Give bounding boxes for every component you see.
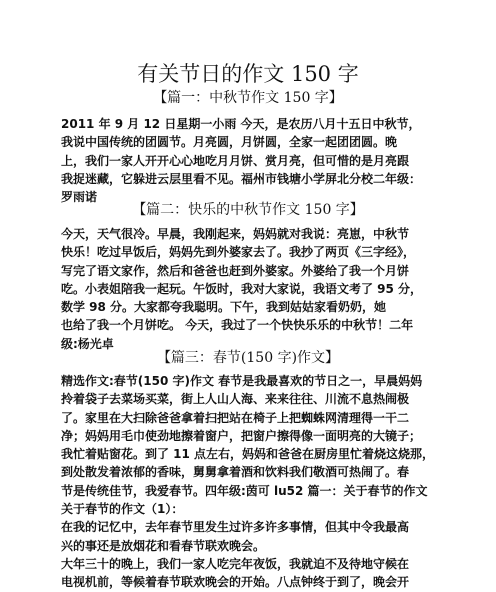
text-line: 我说中国传统的团圆节。月亮圆，月饼圆，全家一起团团圆。晚: [61, 135, 398, 150]
text-line: 我捉迷藏，它躲进云层里看不见。福州市钱塘小学屏北分校二年级：: [61, 171, 422, 186]
text-line: 数学 98 分。大家都夸我聪明。下午，我到姑姑家看奶奶，她: [61, 300, 387, 315]
section-heading-1: 【篇一：中秋节作文 150 字】: [153, 90, 343, 106]
text-line: 兴的事还是放烟花和看春节联欢晚会。: [61, 538, 266, 553]
section-heading-2: 【篇二：快乐的中秋节作文 150 字】: [132, 202, 364, 218]
text-line: 精选作文:春节(150 字)作文 春节是我最喜欢的节日之一，早晨妈妈: [61, 374, 423, 388]
text-line: 净；妈妈用毛巾使劲地擦着窗户，把窗户擦得像一面明亮的大镜子；: [61, 428, 422, 443]
text-line: 快乐！吃过早饭后，妈妈先到外婆家去了。我抄了两页《三字经》，: [61, 245, 416, 260]
text-line: 电视机前，等候着春节联欢晚会的开始。八点钟终于到了，晚会开: [61, 575, 410, 590]
section-heading-3: 【篇三：春节(150 字)作文】: [156, 350, 340, 366]
text-line: 了。家里在大扫除爸爸拿着扫把站在椅子上把蜘蛛网清理得一干二: [61, 410, 410, 425]
text-line: 吃。小表姐陪我一起玩。午饭时，我对大家说，我语文考了 95 分，: [61, 281, 423, 296]
text-line: 在我的记忆中，去年春节里发生过许多许多事情，但其中令我最高: [61, 520, 410, 535]
text-line: 上，我们一家人开开心心地吃月月饼、赏月亮，但可惜的是月亮跟: [61, 153, 410, 168]
text-line: 罗雨诺: [61, 190, 98, 205]
text-line: 关于春节的作文（1）：: [61, 502, 184, 517]
text-line: 到处散发着浓郁的香味，舅舅拿着酒和饮料我们敬酒可热闹了。春: [61, 465, 410, 480]
section-body-2: [61, 225, 445, 353]
page-title: 有关节日的作文 150 字: [137, 62, 359, 86]
text-line: 今天，天气很冷。早晨，我刚起来，妈妈就对我说：亮崽，中秋节: [61, 227, 410, 241]
section-body-3: [61, 372, 445, 592]
text-line: 我忙着贴窗花。到了 11 点左右，妈妈和爸爸在厨房里忙着烧这烧那，: [61, 447, 435, 462]
text-line: 也给了我一个月饼吃。 今天，我过了一个快快乐乐的中秋节！二年: [61, 318, 414, 333]
section-body-1: [61, 115, 445, 206]
text-line: 拎着袋子去菜场买菜，街上人山人海、来来往往、川流不息热闹极: [61, 392, 410, 407]
text-line: 2011 年 9 月 12 日星期一小雨 今天，是农历八月十五日中秋节，: [61, 117, 421, 131]
text-line: 大年三十的晚上，我们一家人吃完年夜饭，我就迫不及待地守候在: [61, 556, 410, 571]
text-line: 级:杨光卓: [61, 336, 114, 351]
text-line: 节是传统佳节，我爱春节。四年级:茵可 lu52 篇一：关于春节的作文: [61, 483, 428, 498]
text-line: 写完了语文家作，然后和爸爸也赶到外婆家。外婆给了我一个月饼: [61, 263, 410, 278]
